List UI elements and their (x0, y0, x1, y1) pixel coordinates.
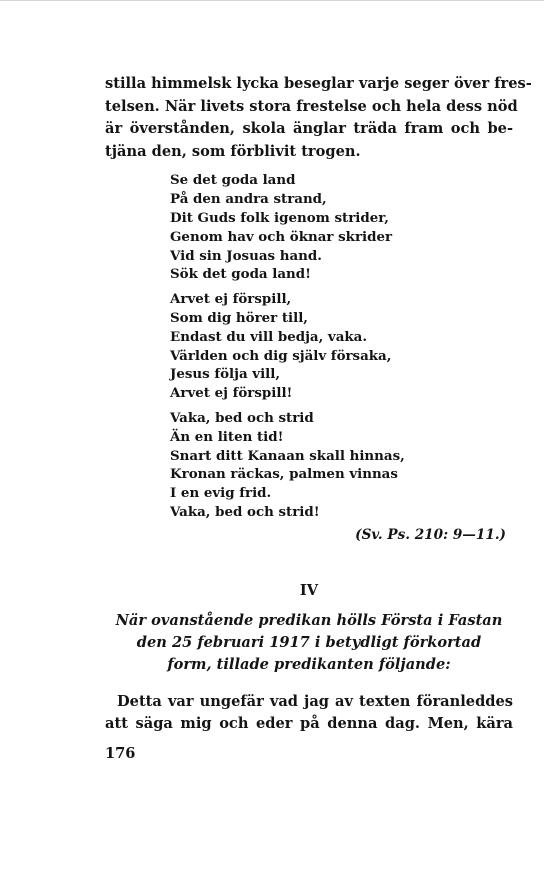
verse-line: Endast du vill bedja, vaka. (170, 328, 367, 345)
verse-line: Kronan räckas, palmen vinnas (170, 466, 398, 483)
hymn-verse (170, 171, 513, 521)
intro-note (105, 610, 513, 676)
page-top-rule (0, 0, 544, 1)
verse-line: Genom hav och öknar skrider (170, 228, 393, 245)
page-number: 176 (105, 745, 136, 762)
book-page (105, 73, 532, 736)
verse-line: Arvet ej förspill! (170, 385, 293, 402)
prose-paragraph-bottom (105, 691, 513, 736)
verse-line: Världen och dig själv försaka, (170, 347, 392, 364)
hymn-stanza-1 (170, 171, 513, 284)
text-line: telsen. När livets stora frestelse och hela dess nöd (105, 97, 518, 115)
text-line: tjäna den, som förblivit trogen. (105, 142, 361, 160)
verse-line: På den andra strand, (170, 191, 327, 208)
intro-line: den 25 februari 1917 i betydligt förkortad (136, 633, 482, 651)
verse-line: Se det goda land (170, 172, 296, 189)
intro-line: När ovanstående predikan hölls Första i Fastan (115, 611, 503, 629)
text-line: att säga mig och eder på denna dag. Men, kära (105, 715, 513, 733)
prose-paragraph-top (105, 73, 532, 163)
text-line: är överstånden, skola änglar träda fram och be- (105, 120, 513, 138)
verse-line: Än en liten tid! (170, 428, 284, 445)
verse-line: Arvet ej förspill, (170, 291, 292, 308)
verse-line: Vid sin Josuas hand. (170, 247, 322, 264)
hymn-stanza-2 (170, 290, 513, 403)
verse-line: Dit Guds folk igenom strider, (170, 209, 389, 226)
verse-line: Snart ditt Kanaan skall hinnas, (170, 447, 405, 464)
verse-line: Sök det goda land! (170, 266, 312, 283)
hymn-citation: (Sv. Ps. 210: 9—11.) (355, 526, 506, 543)
verse-line: I en evig frid. (170, 485, 272, 502)
text-line: stilla himmelsk lycka beseglar varje seger över fres- (105, 75, 532, 92)
verse-line: Vaka, bed och strid! (170, 503, 320, 520)
section-number: IV (299, 581, 319, 599)
verse-line: Jesus följa vill, (170, 366, 280, 383)
text-line: Detta var ungefär vad jag av texten föranleddes (117, 692, 513, 710)
verse-line: Vaka, bed och strid (170, 409, 314, 426)
verse-line: Som dig hörer till, (170, 309, 308, 326)
intro-line: form, tillade predikanten följande: (167, 655, 451, 673)
hymn-stanza-3 (170, 409, 513, 522)
